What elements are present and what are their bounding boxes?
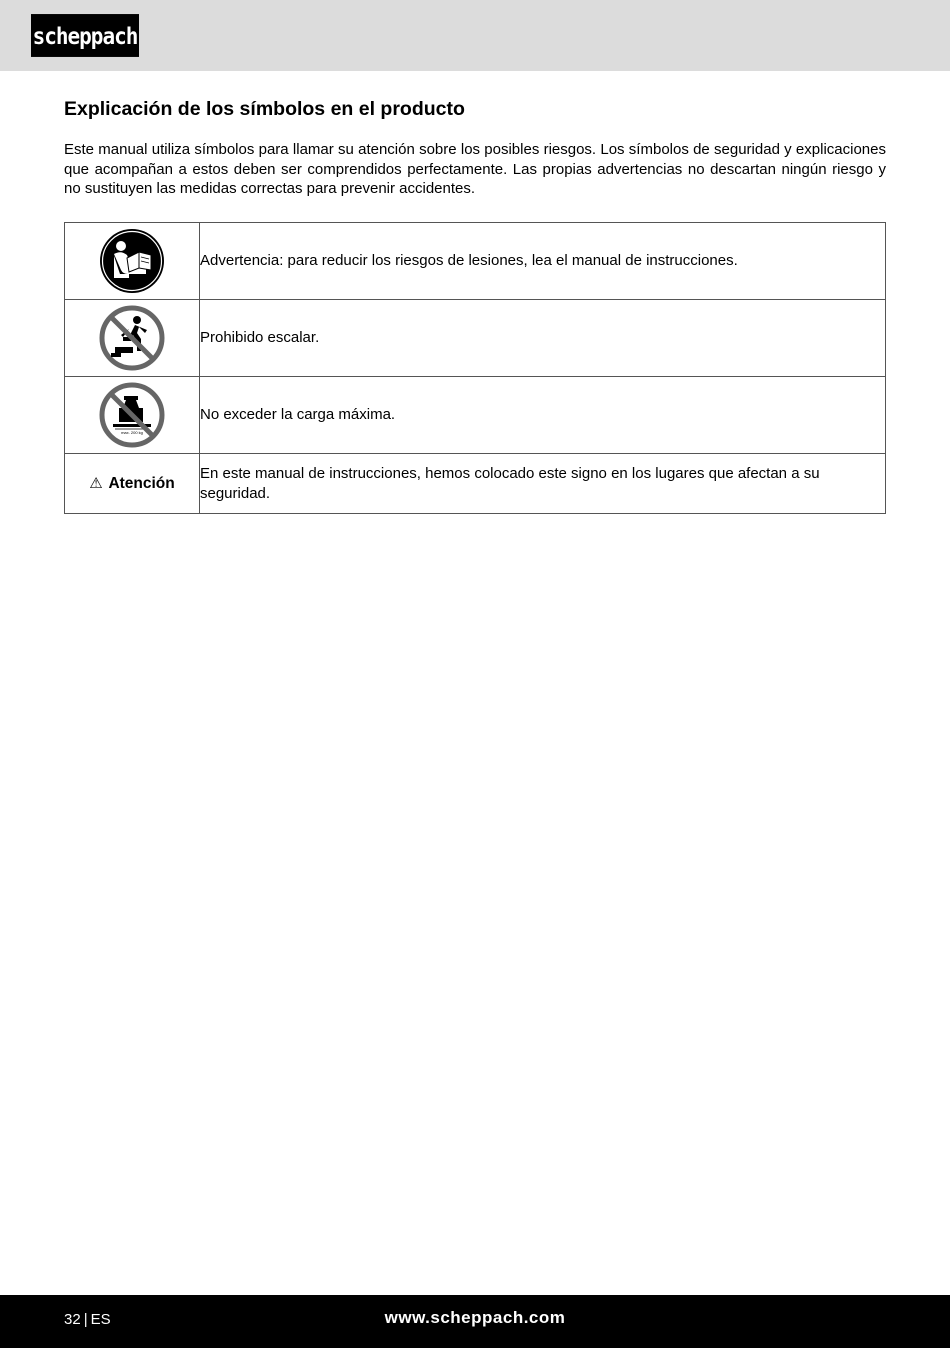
table-row xyxy=(65,377,886,454)
symbol-description: Advertencia: para reducir los riesgos de lesiones, lea el manual de instrucciones. xyxy=(200,223,886,300)
website-url[interactable]: www.scheppach.com xyxy=(384,1308,566,1327)
symbols-table xyxy=(64,222,886,514)
scheppach-logo: scheppach xyxy=(31,14,139,57)
page-header xyxy=(0,0,950,71)
separator: | xyxy=(83,1311,88,1328)
symbol-description: No exceder la carga máxima. xyxy=(200,377,886,454)
symbol-description: Prohibido escalar. xyxy=(200,300,886,377)
table-row xyxy=(65,454,886,514)
page-title: Explicación de los símbolos en el producto xyxy=(64,98,465,120)
language-code: ES xyxy=(90,1311,111,1328)
symbol-cell xyxy=(65,300,200,377)
read-manual-icon xyxy=(99,228,165,294)
max-load-label: max. 200 kg xyxy=(121,430,143,435)
symbol-description: En este manual de instrucciones, hemos colocado este signo en los lugares que afectan a su seguridad. xyxy=(200,454,886,514)
warning-triangle-icon: ⚠ xyxy=(89,475,103,492)
table-row xyxy=(65,300,886,377)
table-row xyxy=(65,223,886,300)
page-footer xyxy=(0,1295,950,1348)
intro-paragraph: Este manual utiliza símbolos para llamar su atención sobre los posibles riesgos. Los símbolos de seguridad y explicaciones que acompañan a estos deben ser comprendidos perfectamente. Las propias advertencias no descartan ningún riesgo y no sustituyen las medidas correctas para prevenir accidentes. xyxy=(64,141,886,197)
symbol-cell xyxy=(65,377,200,454)
symbol-cell xyxy=(65,454,200,514)
page-number-value: 32 xyxy=(64,1311,81,1328)
symbol-cell xyxy=(65,223,200,300)
attention-text: Atención xyxy=(108,475,175,492)
attention-label xyxy=(89,475,175,492)
no-climbing-icon xyxy=(99,305,165,371)
max-load-icon xyxy=(99,382,165,448)
